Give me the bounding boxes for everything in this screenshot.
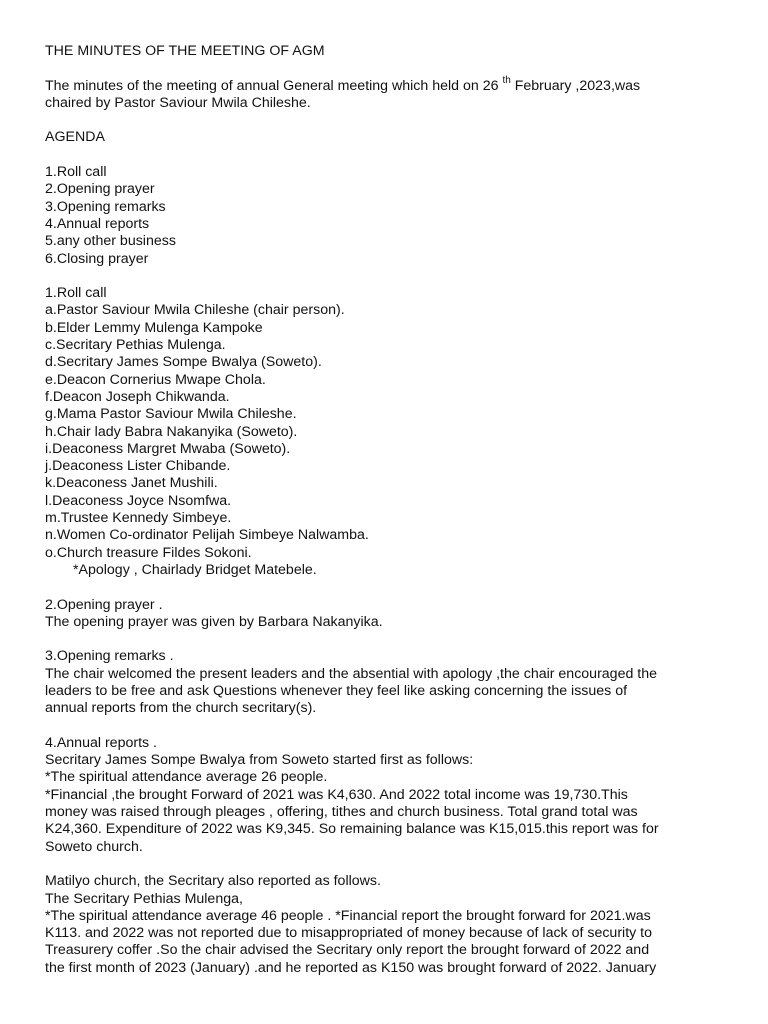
spacer <box>45 579 735 596</box>
roll-call-section <box>45 285 735 579</box>
roll-call-heading: 1.Roll call <box>45 285 107 302</box>
opening-remarks-heading: 3.Opening remarks . <box>45 648 174 665</box>
soweto-report-line: Secritary James Sompe Bwalya from Soweto started first as follows: <box>45 752 474 769</box>
spacer <box>45 268 735 285</box>
opening-remarks-section <box>45 648 735 717</box>
opening-remarks-line: leaders to be free and ask Questions whenever they feel like asking concerning the issues of <box>45 682 628 699</box>
soweto-report-line: *The spiritual attendance average 26 people. <box>45 769 328 786</box>
opening-prayer-heading: 2.Opening prayer . <box>45 596 163 613</box>
matilyo-report-line: the first month of 2023 (January) .and he reported as K150 was brought forward of 2022. January <box>45 959 657 976</box>
agenda-item: 5.any other business <box>45 233 176 250</box>
spacer <box>45 147 735 164</box>
agenda-list <box>45 164 735 268</box>
soweto-report-line: money was raised through pleages , offering, tithes and church business. Total grand total was <box>45 804 638 821</box>
annual-reports-heading: 4.Annual reports . <box>45 734 157 751</box>
spacer <box>45 718 735 735</box>
roll-call-member: c.Secritary Pethias Mulenga. <box>45 337 226 354</box>
intro-line-1 <box>45 74 735 95</box>
roll-call-member: j.Deaconess Lister Chibande. <box>45 458 231 475</box>
roll-call-member: g.Mama Pastor Saviour Mwila Chileshe. <box>45 406 297 423</box>
soweto-report-line: *Financial ,the brought Forward of 2021 was K4,630. And 2022 total income was 19,730.This <box>45 786 628 803</box>
agenda-item: 1.Roll call <box>45 164 107 181</box>
roll-call-member: n.Women Co-ordinator Pelijah Simbeye Nalwamba. <box>45 527 369 544</box>
roll-call-member: e.Deacon Cornerius Mwape Chola. <box>45 371 266 388</box>
soweto-report-line: K24,360. Expenditure of 2022 was K9,345. So remaining balance was K15,015.this report was for <box>45 821 659 838</box>
agenda-item: 3.Opening remarks <box>45 198 166 215</box>
roll-call-member: b.Elder Lemmy Mulenga Kampoke <box>45 319 263 336</box>
matilyo-report-line: K113. and 2022 was not reported due to misappropriated of money because of lack of security to <box>45 925 653 942</box>
roll-call-member: l.Deaconess Joyce Nsomfwa. <box>45 492 232 509</box>
spacer <box>45 631 735 648</box>
opening-prayer-section <box>45 597 735 632</box>
agenda-item: 2.Opening prayer <box>45 181 155 198</box>
spacer <box>45 112 735 129</box>
spacer <box>45 60 735 77</box>
intro-text-before: The minutes of the meeting of annual General meeting which held on 26 <box>45 77 503 94</box>
roll-call-member: d.Secritary James Sompe Bwalya (Soweto). <box>45 354 322 371</box>
roll-call-member: m.Trustee Kennedy Simbeye. <box>45 510 232 527</box>
roll-call-member: i.Deaconess Margret Mwaba (Soweto). <box>45 440 291 457</box>
roll-call-member: o.Church treasure Fildes Sokoni. <box>45 544 252 561</box>
opening-remarks-line: The chair welcomed the present leaders and the absential with apology ,the chair encouraged the <box>45 665 658 682</box>
intro-line-2: chaired by Pastor Saviour Mwila Chileshe. <box>45 94 311 111</box>
agenda-item: 4.Annual reports <box>45 215 150 232</box>
document-title: THE MINUTES OF THE MEETING OF AGM <box>45 43 325 59</box>
roll-call-apology: *Apology , Chairlady Bridget Matebele. <box>73 561 317 578</box>
matilyo-report-line: Treasurery coffer .So the chair advised the Secritary only report the brought forward of 2022 and <box>45 942 650 959</box>
intro-text-after: February ,2023,was <box>510 77 641 94</box>
annual-reports-section <box>45 735 735 977</box>
opening-remarks-line: annual reports from the church secritary(s). <box>45 700 317 717</box>
roll-call-member: k.Deaconess Janet Mushili. <box>45 475 218 492</box>
roll-call-member: a.Pastor Saviour Mwila Chileshe (chair person). <box>45 302 345 319</box>
matilyo-report-line: Matilyo church, the Secritary also reported as follows. <box>45 873 381 890</box>
document-body <box>45 43 735 977</box>
roll-call-member: f.Deacon Joseph Chikwanda. <box>45 388 230 405</box>
opening-prayer-text: The opening prayer was given by Barbara Nakanyika. <box>45 613 383 630</box>
matilyo-report-line: The Secritary Pethias Mulenga, <box>45 890 243 907</box>
agenda-item: 6.Closing prayer <box>45 250 149 267</box>
matilyo-report-line: *The spiritual attendance average 46 people . *Financial report the brought forward for 2021.was <box>45 907 651 924</box>
spacer <box>45 856 735 873</box>
agenda-heading: AGENDA <box>45 129 105 146</box>
date-ordinal-suffix: th <box>502 74 511 86</box>
roll-call-member: h.Chair lady Babra Nakanyika (Soweto). <box>45 423 298 440</box>
soweto-report-line: Soweto church. <box>45 838 143 855</box>
